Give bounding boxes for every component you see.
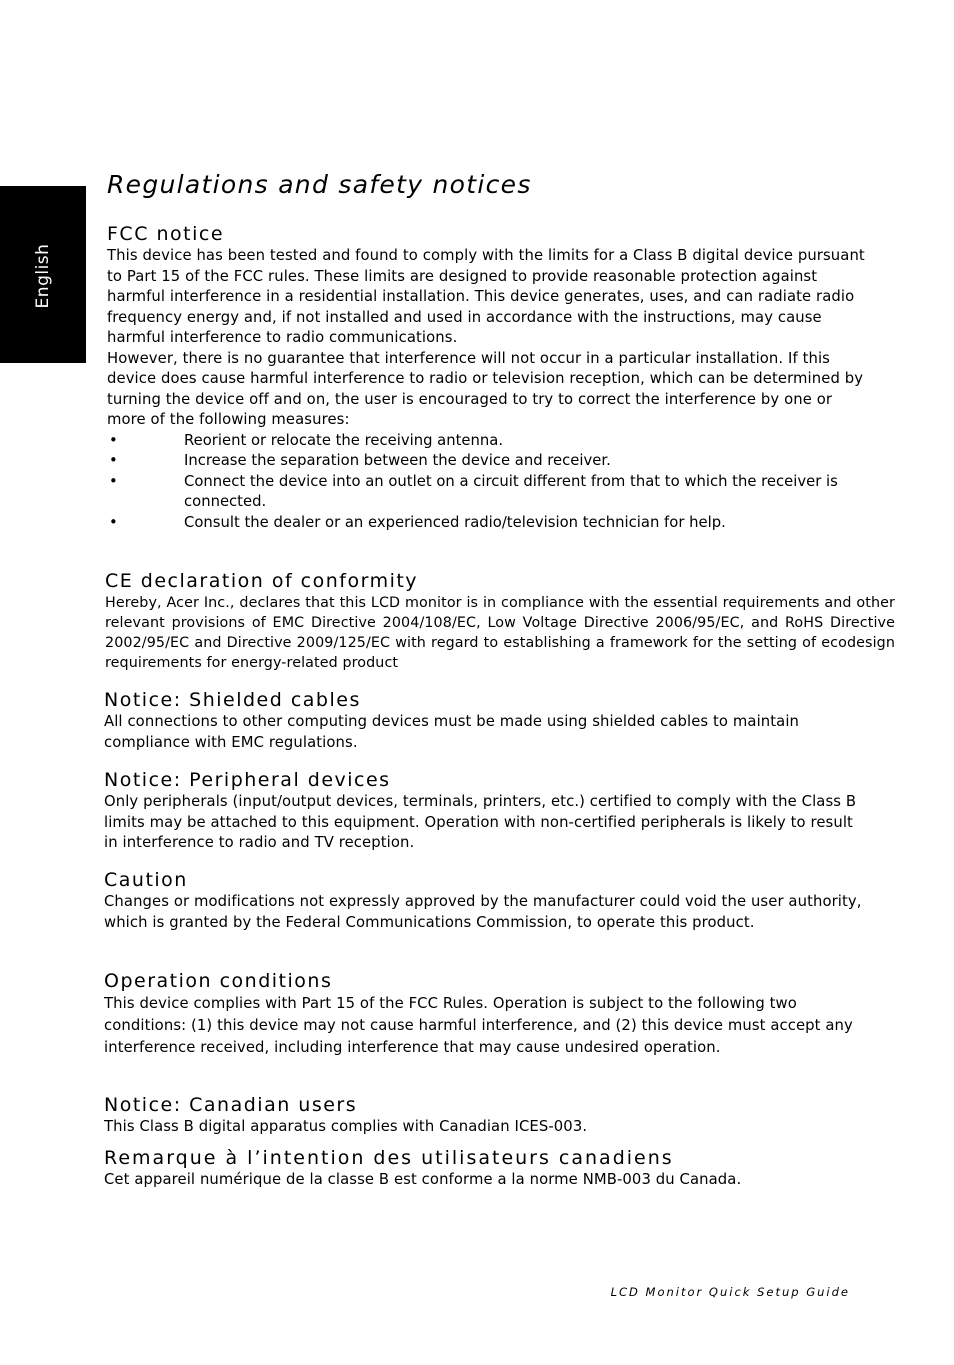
caution-heading: Caution — [104, 869, 188, 891]
canadian-users-heading: Notice: Canadian users — [104, 1094, 358, 1116]
list-item-text: Connect the device into an outlet on a circuit different from that to which the receiver is connected. — [184, 472, 838, 510]
peripheral-devices-heading: Notice: Peripheral devices — [104, 769, 391, 791]
caution-body: Changes or modifications not expressly approved by the manufacturer could void the user authority, which is granted by the Federal Communications Commission, to operate this product. — [104, 893, 862, 931]
ce-declaration-section — [105, 569, 895, 673]
list-item-text: Increase the separation between the device and receiver. — [184, 452, 611, 469]
ce-declaration-body: Hereby, Acer Inc., declares that this LCD monitor is in compliance with the essential requirements and other relevant provisions of EMC Directive 2004/108/EC, Low Voltage Directive 2006/95/EC, and RoHS Directive 2002/95/EC and Directive 2009/125/EC with regard to establishing a framework for the setting of ecodesign requirements for energy-related product — [105, 595, 895, 671]
language-label: English — [33, 243, 53, 309]
ce-declaration-heading: CE declaration of conformity — [105, 570, 419, 592]
remarque-canadiens-section — [104, 1146, 894, 1191]
footer-guide-title: LCD Monitor Quick Setup Guide — [610, 1285, 850, 1299]
list-item — [107, 472, 867, 513]
canadian-users-body: This Class B digital apparatus complies with Canadian ICES-003. — [104, 1118, 588, 1135]
bullet-icon: • — [109, 513, 118, 531]
operation-conditions-heading: Operation conditions — [104, 970, 333, 992]
remarque-canadiens-body: Cet appareil numérique de la classe B est conforme a la norme NMB-003 du Canada. — [104, 1171, 742, 1188]
shielded-cables-heading: Notice: Shielded cables — [104, 689, 361, 711]
list-item — [107, 513, 867, 534]
fcc-notice-heading: FCC notice — [107, 223, 225, 245]
operation-conditions-section — [104, 969, 864, 1059]
fcc-notice-section — [107, 222, 867, 533]
caution-section — [104, 868, 864, 933]
peripheral-devices-section — [104, 768, 864, 854]
fcc-notice-paragraph-2: However, there is no guarantee that interference will not occur in a particular installation. If this device does cause harmful interference to radio or television reception, which can be determined by turning the device off and on, the user is encouraged to try to correct the interference by one or more of the following measures: — [107, 349, 864, 428]
operation-conditions-body: This device complies with Part 15 of the FCC Rules. Operation is subject to the following two conditions: (1) this device may not cause harmful interference, and (2) this device must accept any interference received, including interference that may cause undesired operation. — [104, 995, 853, 1056]
shielded-cables-body: All connections to other computing devices must be made using shielded cables to maintain compliance with EMC regulations. — [104, 713, 800, 751]
list-item — [107, 451, 867, 472]
bullet-icon: • — [109, 431, 118, 449]
bullet-icon: • — [109, 472, 118, 490]
fcc-notice-paragraph-1: This device has been tested and found to comply with the limits for a Class B digital device pursuant to Part 15 of the FCC rules. These limits are designed to provide reasonable protection against harmful interference in a residential installation. This device generates, uses, and can radiate radio frequency energy and, if not installed and used in accordance with the instructions, may cause harmful interference to radio communications. — [107, 247, 865, 346]
peripheral-devices-body: Only peripherals (input/output devices, terminals, printers, etc.) certified to comply with the Class B limits may be attached to this equipment. Operation with non-certified peripherals is likely to result in interference to radio and TV reception. — [104, 793, 857, 851]
shielded-cables-section — [104, 688, 864, 753]
fcc-measures-list — [107, 431, 867, 534]
remarque-canadiens-heading: Remarque à l’intention des utilisateurs canadiens — [104, 1147, 674, 1169]
bullet-icon: • — [109, 452, 118, 469]
canadian-users-section — [104, 1093, 864, 1138]
list-item — [107, 431, 867, 452]
list-item-text: Reorient or relocate the receiving antenna. — [184, 431, 504, 449]
page-title: Regulations and safety notices — [107, 170, 532, 199]
list-item-text: Consult the dealer or an experienced radio/television technician for help. — [184, 513, 726, 531]
